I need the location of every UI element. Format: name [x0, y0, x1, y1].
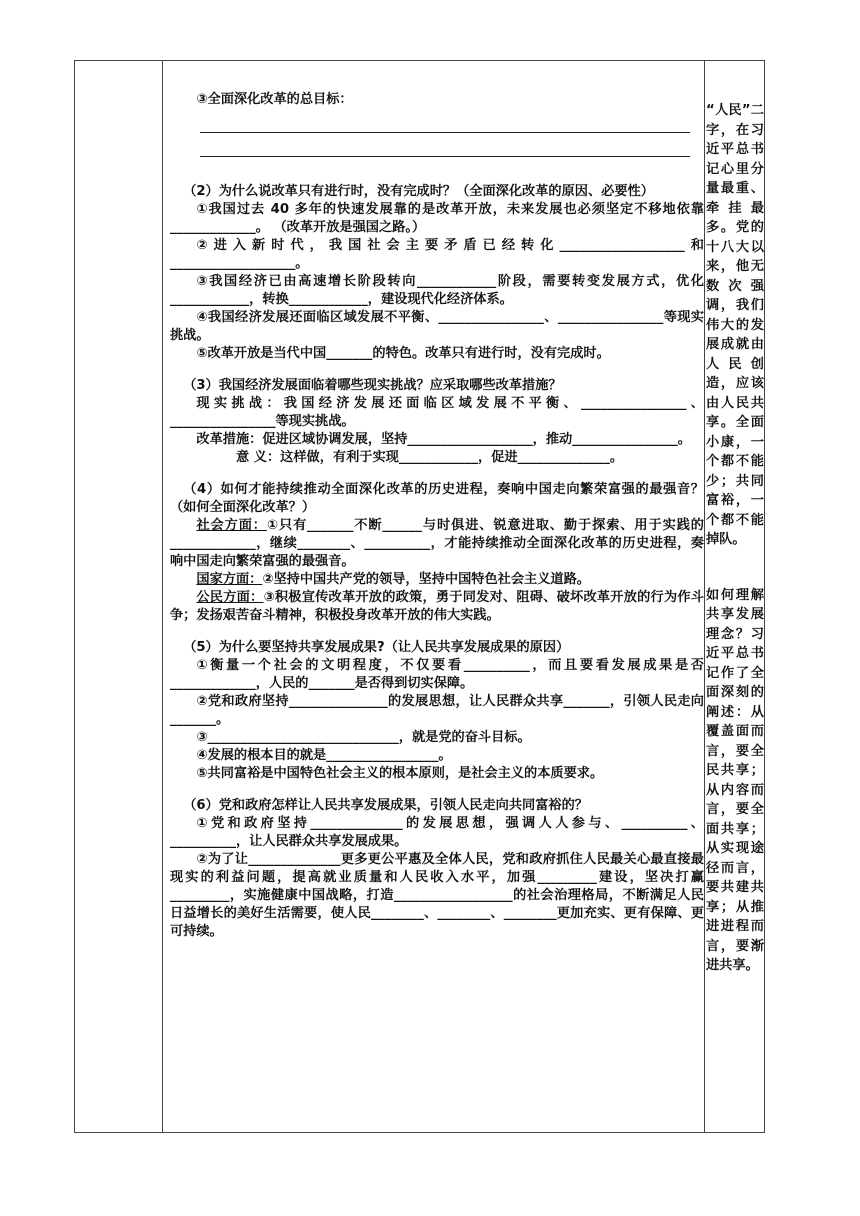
worksheet-table: [74, 60, 765, 1133]
q4-state: [170, 571, 704, 589]
main-content: [170, 61, 704, 941]
q5-line1: ①衡量一个社会的文明程度，不仅要看__________，而且要看发展成果是否_____________，人民的_______是否得到切实保障。: [170, 658, 704, 691]
q3-line2: 改革措施：促进区域协调发展，坚持___________________，推动________________。: [196, 432, 691, 447]
side-notes: [706, 61, 764, 976]
s1-item3: ③全面深化改革的总目标：: [196, 92, 353, 107]
q2-line5: ⑤改革开放是当代中国_______的特色。改革只有进行时，没有完成时。: [196, 346, 610, 361]
q4-citizen: [170, 589, 704, 625]
side-note-shared-development: 如何理解共享发展理念？习近平总书记作了全面深刻的阐述：从覆盖面而言，要全民共享；从内容而言，要全面共享；从实现途径而言，要共建共享；从推进进程而言，要渐进共享。: [706, 587, 764, 973]
column-divider-left: [162, 61, 163, 1132]
q6-line2: ②为了让______________更多更公平惠及全体人民，党和政府抓住人民最关心最直接最现实的利益问题，提高就业质量和人民收入水平，加强_________建设，坚决打赢_________，实施健康中国战略，打造__________________的社会治理格局，不断满足人民日益增长的美好生活需要，使人民________、________、________更加充实、更有保障、更可持续。: [170, 852, 704, 939]
side-note-people: “人民”二字，在习近平总书记心里分量最重、牵挂最多。党的十八大以来，他无数次强调，我们伟大的发展成就由人民创造，应该由人民共享。全面小康，一个都不能少；共同富裕，一个都不能掉队。: [706, 103, 764, 547]
q2-line3: ③我国经济已由高速增长阶段转向____________阶段，需要转变发展方式，优化____________，转换____________，建设现代化经济体系。: [170, 274, 704, 307]
q2-line4: ④我国经济发展还面临区域发展不平衡、________________、________________等现实挑战。: [170, 310, 704, 343]
q4-line3: ③积极宣传改革开放的政策，勇于同发对、阻碍、破坏改革开放的行为作斗争；发扬艰苦奋斗精神，积极投身改革开放的伟大实践。: [170, 590, 704, 623]
q6-title: （6）党和政府怎样让人民共享发展成果，引领人民走向共同富裕的？: [183, 798, 588, 813]
q5-line4: ④发展的根本目的就是_________________。: [196, 748, 452, 763]
q3-title: （3）我国经济发展面临着哪些现实挑战？应采取哪些改革措施？: [183, 378, 562, 393]
q2-line2: ②进入新时代，我国社会主要矛盾已经转化___________________和___________________。: [170, 238, 704, 271]
q5-line2: ②党和政府坚持_______________的发展思想，让人民群众共享_______，引领人民走向_______。: [170, 694, 704, 727]
q4-social-label: 社会方面：: [196, 518, 267, 533]
q4-social: [170, 517, 704, 571]
q2-line1: ①我国过去 40 多年的快速发展靠的是改革开放，未来发展也必须坚定不移地依靠_____________。 （改革开放是强国之路。）: [170, 202, 704, 235]
answer-line: [200, 115, 690, 133]
q3-line3: 意 义：这样做，有利于实现____________，促进______________。: [236, 450, 624, 465]
q5-title: （5）为什么要坚持共享发展成果?（让人民共享发展成果的原因）: [183, 640, 570, 655]
q6-line1: ①党和政府坚持______________的发展思想，强调人人参与、__________、__________，让人民群众共享发展成果。: [170, 816, 704, 849]
q2-title: （2）为什么说改革只有进行时，没有完成时？（全面深化改革的原因、必要性）: [183, 184, 654, 199]
q4-citizen-label: 公民方面：: [196, 590, 264, 605]
q4-title: （4）如何才能持续推动全面深化改革的历史进程，奏响中国走向繁荣富强的最强音？（如何全面深化改革？）: [170, 482, 704, 515]
q4-state-label: 国家方面：: [196, 572, 263, 587]
q5-line3: ③_____________________________，就是党的奋斗目标。: [196, 730, 531, 745]
q4-line2: ②坚持中国共产党的领导，坚持中国特色社会主义道路。: [262, 572, 590, 587]
q5-line5: ⑤共同富裕是中国特色社会主义的根本原则，是社会主义的本质要求。: [196, 766, 604, 781]
answer-line: [200, 139, 690, 157]
column-divider-right: [704, 61, 705, 1132]
q4-line1: ①只有_______不断______与时俱进、锐意进取、勤于探索、用于实践的_____________，继续________、__________，才能持续推动全面深化改革的历史进程，奏响中国走向繁荣富强的最强音。: [170, 518, 704, 569]
q3-line1: 现实挑战：我国经济发展还面临区域发展不平衡、________________、________________等现实挑战。: [170, 396, 704, 429]
